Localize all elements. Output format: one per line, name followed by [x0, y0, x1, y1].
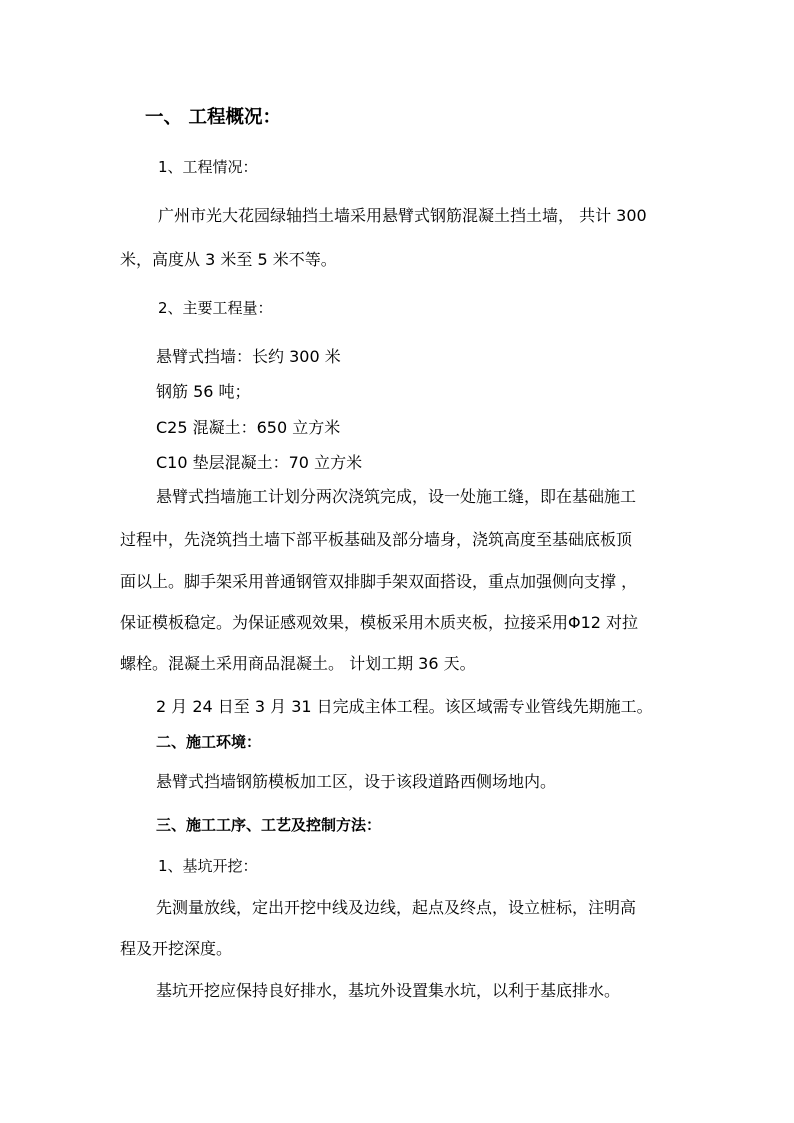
subheading-foundation-excavation: 1、基坑开挖： [158, 857, 258, 875]
paragraph-line: 保证模板稳定。为保证感观效果，模板采用木质夹板，拉接采用Φ12 对拉 [120, 613, 639, 632]
subheading-main-quantities: 2、主要工程量： [158, 299, 273, 317]
quantity-item: 钢筋 56 吨； [156, 382, 251, 401]
paragraph-line: 过程中，先浇筑挡土墙下部平板基础及部分墙身，浇筑高度至基础底板顶 [120, 530, 633, 549]
paragraph-line: 悬臂式挡墙钢筋模板加工区，设于该段道路西侧场地内。 [156, 772, 557, 791]
paragraph-line: 米，高度从 3 米至 5 米不等。 [120, 250, 337, 269]
quantity-item: C25 混凝土：650 立方米 [156, 418, 341, 437]
paragraph-line: 2 月 24 日至 3 月 31 日完成主体工程。该区域需专业管线先期施工。 [156, 697, 653, 716]
paragraph-line: 螺栓。混凝土采用商品混凝土。 计划工期 36 天。 [120, 654, 476, 673]
heading-project-overview: 一、 工程概况： [145, 107, 281, 128]
heading-construction-procedures: 三、施工工序、工艺及控制方法： [156, 816, 382, 834]
paragraph-line: 悬臂式挡墙施工计划分两次浇筑完成，设一处施工缝，即在基础施工 [156, 487, 637, 506]
subheading-project-status: 1、工程情况： [158, 158, 258, 176]
heading-construction-environment: 二、施工环境： [156, 733, 262, 751]
paragraph-line: 广州市光大花园绿轴挡土墙采用悬臂式钢筋混凝土挡土墙， 共计 300 [158, 206, 647, 225]
paragraph-line: 程及开挖深度。 [120, 939, 233, 958]
paragraph-line: 面以上。脚手架采用普通钢管双排脚手架双面搭设，重点加强侧向支撑 ， [120, 572, 638, 591]
quantity-item: C10 垫层混凝土：70 立方米 [156, 453, 363, 472]
paragraph-line: 基坑开挖应保持良好排水，基坑外设置集水坑，以利于基底排水。 [156, 981, 621, 1000]
quantity-item: 悬臂式挡墙：长约 300 米 [156, 347, 341, 366]
paragraph-line: 先测量放线，定出开挖中线及边线，起点及终点，设立桩标，注明高 [156, 898, 637, 917]
